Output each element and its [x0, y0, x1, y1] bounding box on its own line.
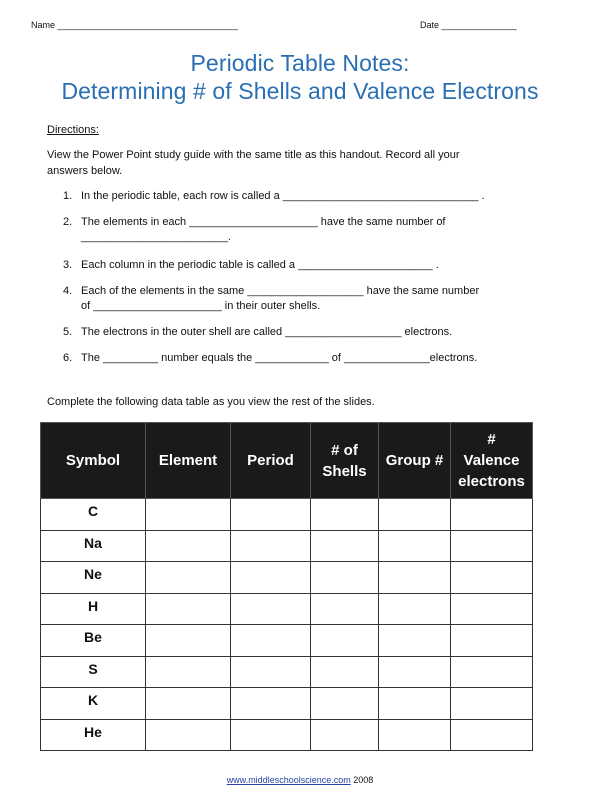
question-4 [63, 284, 479, 314]
answer-cell[interactable] [146, 593, 231, 625]
question-3 [63, 258, 439, 273]
question-number: 5. [63, 326, 73, 338]
directions-intro-line2: answers below. [47, 165, 123, 177]
question-text: The electrons in the outer shell are called ___________________ electrons. [81, 326, 453, 338]
symbol-cell: K [41, 688, 146, 720]
question-text: In the periodic table, each row is called a ________________________________ . [81, 190, 485, 202]
answer-cell[interactable] [231, 719, 311, 751]
answer-cell[interactable] [379, 499, 451, 531]
table-row [41, 656, 533, 688]
answer-cell[interactable] [146, 562, 231, 594]
answer-cell[interactable] [231, 688, 311, 720]
answer-cell[interactable] [311, 625, 379, 657]
answer-cell[interactable] [379, 688, 451, 720]
answer-cell[interactable] [451, 593, 533, 625]
question-text-cont: ________________________. [81, 231, 231, 243]
question-number: 3. [63, 259, 73, 271]
question-number: 6. [63, 352, 73, 364]
table-row [41, 530, 533, 562]
answer-cell[interactable] [231, 593, 311, 625]
answer-cell[interactable] [231, 530, 311, 562]
answer-cell[interactable] [451, 656, 533, 688]
answer-cell[interactable] [379, 530, 451, 562]
table-row [41, 688, 533, 720]
answer-cell[interactable] [146, 719, 231, 751]
header-valence: # Valence electrons [451, 423, 533, 499]
answer-cell[interactable] [146, 625, 231, 657]
answer-cell[interactable] [311, 499, 379, 531]
answer-cell[interactable] [311, 719, 379, 751]
header-shells: # of Shells [311, 423, 379, 499]
symbol-cell: Ne [41, 562, 146, 594]
table-instruction: Complete the following data table as you view the rest of the slides. [47, 396, 375, 408]
answer-cell[interactable] [451, 499, 533, 531]
answer-cell[interactable] [379, 593, 451, 625]
answer-cell[interactable] [146, 656, 231, 688]
symbol-cell: Na [41, 530, 146, 562]
directions-label: Directions: [47, 124, 99, 136]
question-5 [63, 325, 452, 340]
table-row [41, 562, 533, 594]
answer-cell[interactable] [379, 562, 451, 594]
question-1 [63, 189, 485, 204]
answer-cell[interactable] [451, 530, 533, 562]
header-element: Element [146, 423, 231, 499]
answer-cell[interactable] [231, 625, 311, 657]
symbol-cell: He [41, 719, 146, 751]
answer-cell[interactable] [379, 625, 451, 657]
answer-cell[interactable] [311, 530, 379, 562]
table-row [41, 719, 533, 751]
question-text-cont: of _____________________ in their outer shells. [81, 300, 321, 312]
page-title-line1: Periodic Table Notes: [190, 50, 410, 76]
name-field-label: Name ____________________________________ [31, 20, 238, 30]
question-text: Each of the elements in the same ___________________ have the same number [81, 285, 480, 297]
footer [0, 775, 600, 785]
answer-cell[interactable] [231, 499, 311, 531]
answer-cell[interactable] [311, 688, 379, 720]
header-period: Period [231, 423, 311, 499]
page-title-line2: Determining # of Shells and Valence Electrons [61, 78, 539, 104]
answer-cell[interactable] [451, 719, 533, 751]
symbol-cell: H [41, 593, 146, 625]
answer-cell[interactable] [451, 562, 533, 594]
table-row [41, 625, 533, 657]
question-number: 1. [63, 190, 73, 202]
element-data-table [40, 422, 533, 751]
table-header-row [41, 423, 533, 499]
answer-cell[interactable] [146, 499, 231, 531]
symbol-cell: S [41, 656, 146, 688]
answer-cell[interactable] [311, 593, 379, 625]
table-row [41, 593, 533, 625]
answer-cell[interactable] [146, 688, 231, 720]
answer-cell[interactable] [231, 656, 311, 688]
symbol-cell: C [41, 499, 146, 531]
answer-cell[interactable] [379, 656, 451, 688]
question-number: 4. [63, 285, 73, 297]
header-group: Group # [379, 423, 451, 499]
answer-cell[interactable] [231, 562, 311, 594]
answer-cell[interactable] [451, 688, 533, 720]
question-2 [63, 215, 446, 245]
question-6 [63, 351, 477, 366]
footer-year: 2008 [353, 775, 374, 785]
answer-cell[interactable] [311, 656, 379, 688]
question-text: Each column in the periodic table is called a ______________________ . [81, 259, 439, 271]
question-text: The elements in each _____________________ have the same number of [81, 216, 446, 228]
symbol-cell: Be [41, 625, 146, 657]
header-symbol: Symbol [41, 423, 146, 499]
answer-cell[interactable] [379, 719, 451, 751]
table-row [41, 499, 533, 531]
answer-cell[interactable] [451, 625, 533, 657]
footer-link[interactable]: www.middleschoolscience.com [226, 775, 351, 785]
question-number: 2. [63, 216, 73, 228]
answer-cell[interactable] [311, 562, 379, 594]
date-field-label: Date _______________ [420, 20, 517, 30]
question-text: The _________ number equals the ____________ of ______________electrons. [81, 352, 478, 364]
directions-intro-line1: View the Power Point study guide with the same title as this handout. Record all your [47, 149, 460, 161]
answer-cell[interactable] [146, 530, 231, 562]
